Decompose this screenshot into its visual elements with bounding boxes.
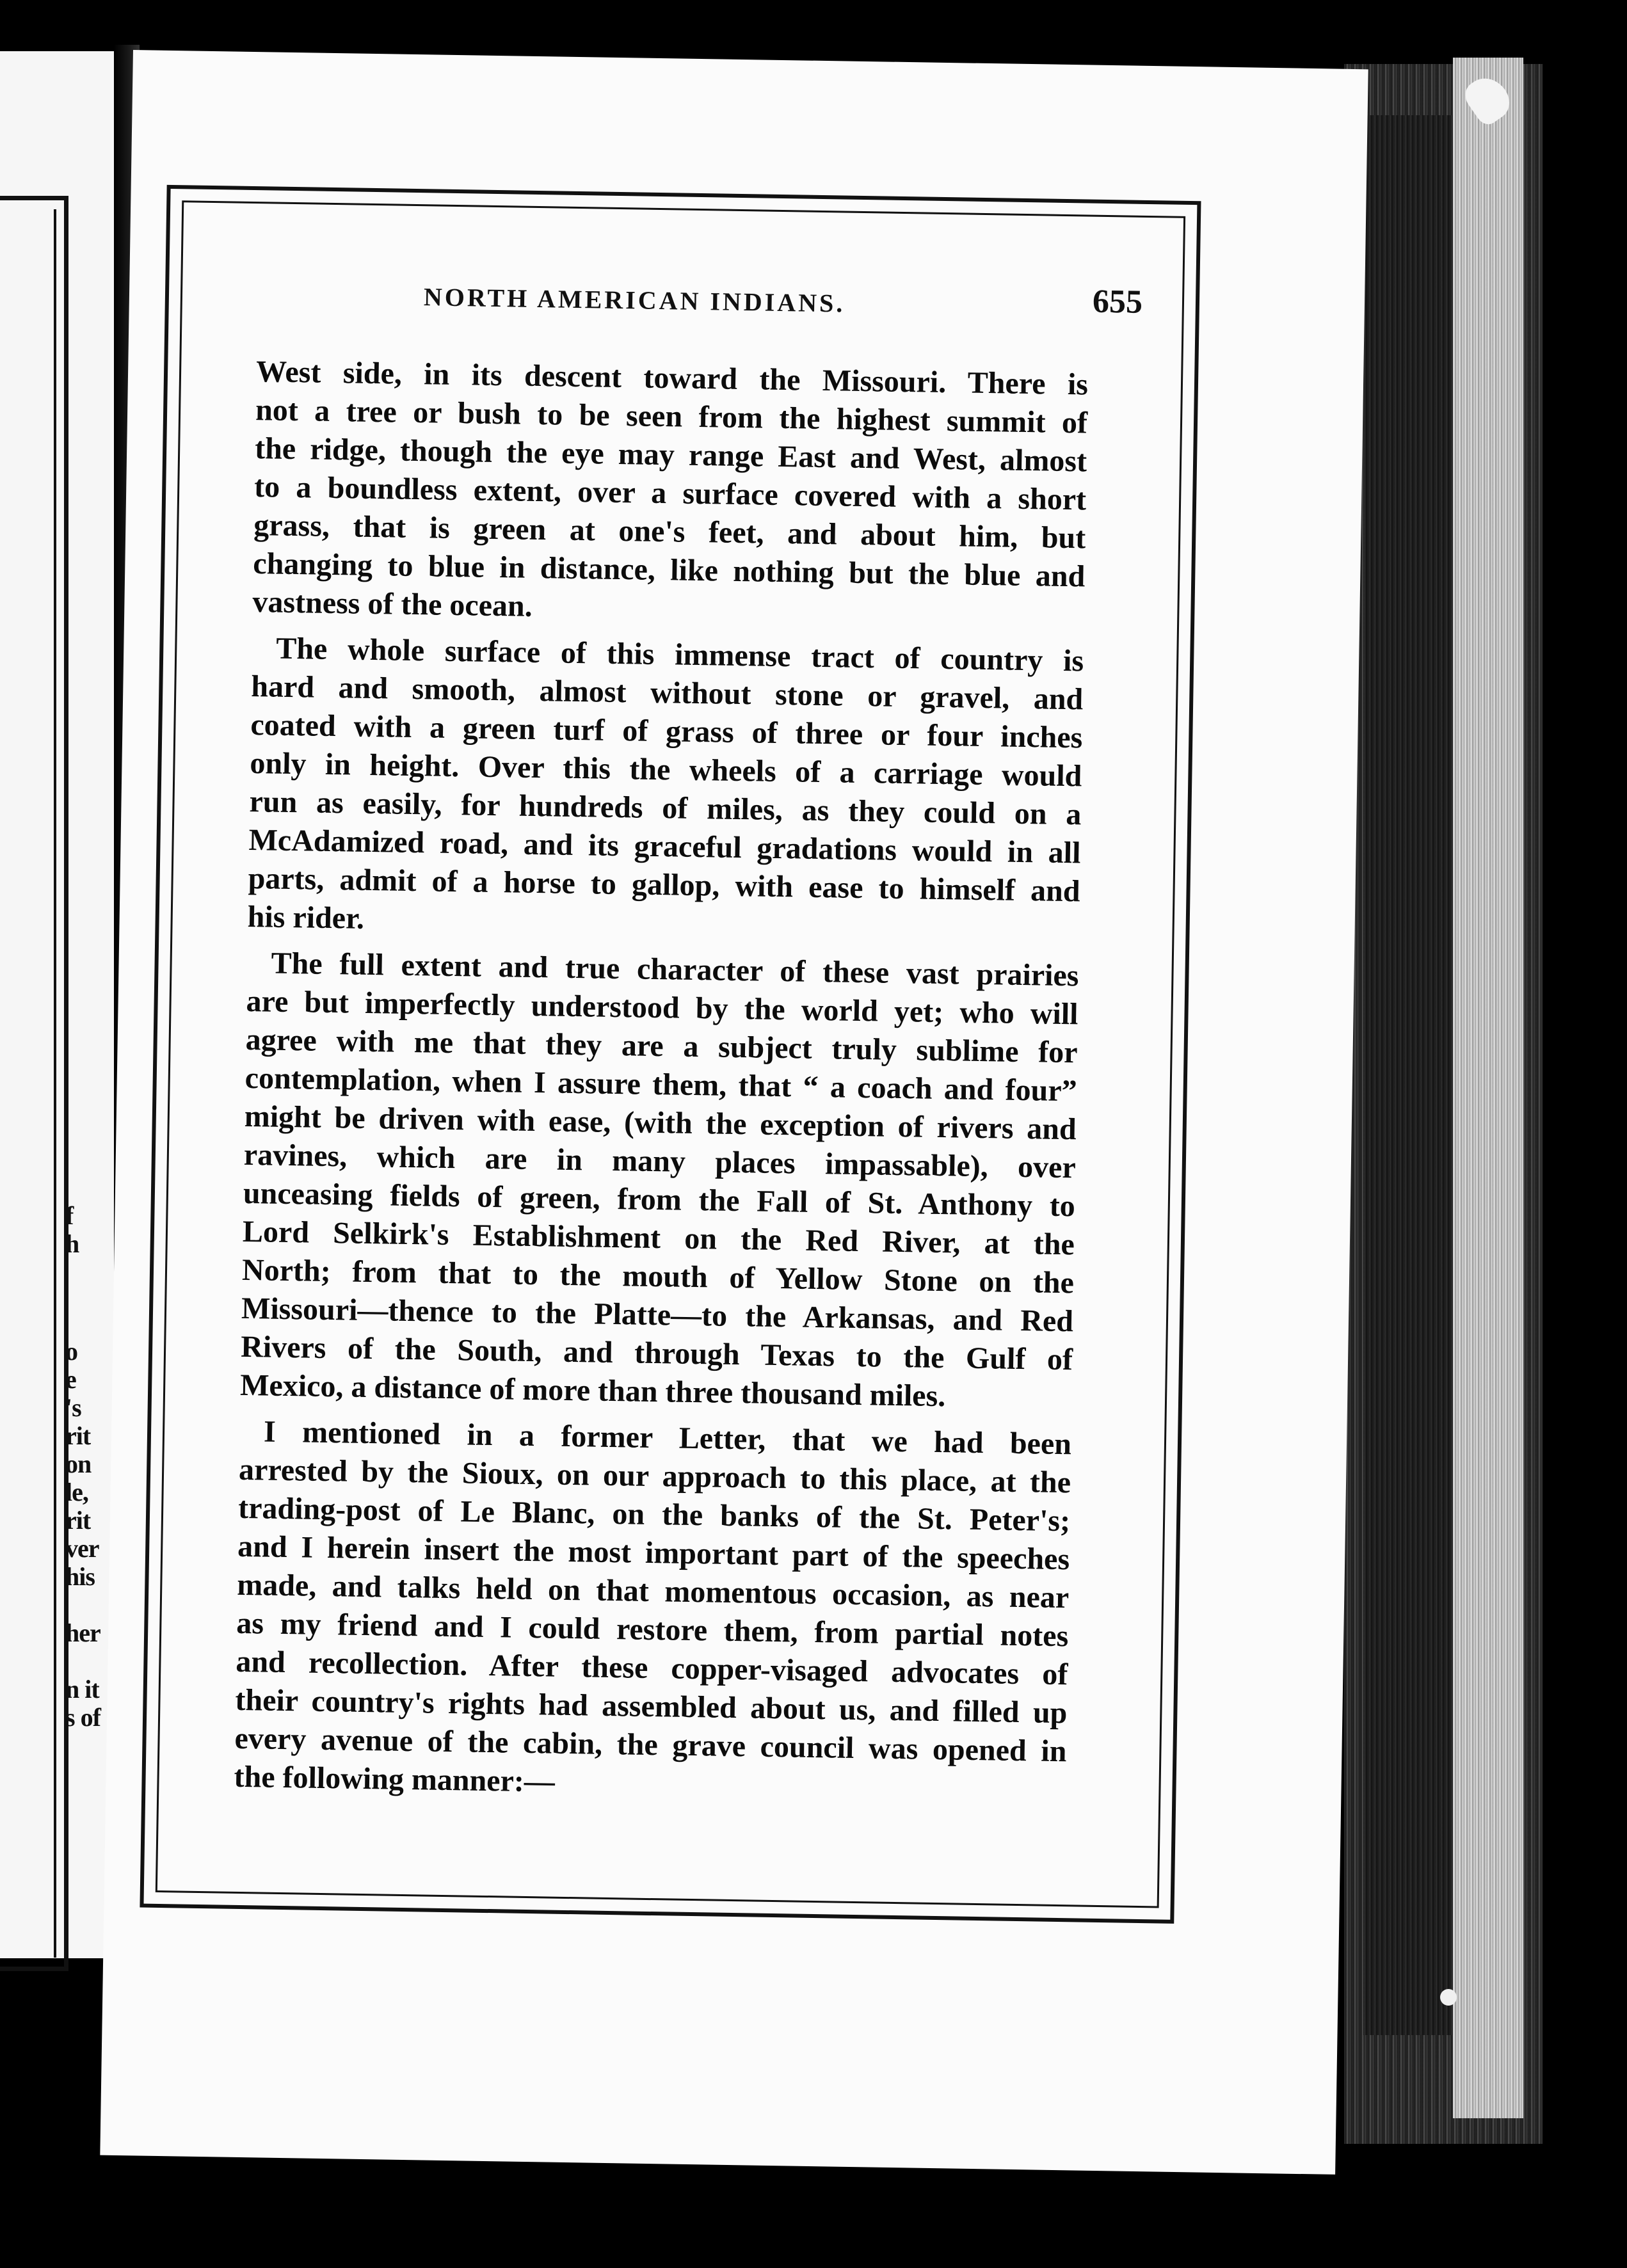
left-page-text-fragment: ver (65, 1536, 99, 1561)
text-line: and I herein insert the most important part of the speeches (237, 1529, 1070, 1577)
text-line: parts, admit of a horse to gallop, with ease to himself and (248, 861, 1080, 909)
left-page-text-fragment: on (65, 1451, 92, 1477)
left-page-text-fragment: rit (65, 1423, 91, 1449)
text-line: coated with a green turf of grass of three or four inches (250, 708, 1083, 755)
text-line: North; from that to the mouth of Yellow Stone on the (241, 1252, 1075, 1300)
body-text (234, 353, 1088, 1809)
book-page (100, 50, 1368, 2175)
left-page-text-fragment: his (65, 1564, 95, 1590)
text-line: Rivers of the South, and through Texas to the Gulf of (240, 1329, 1073, 1377)
left-page-text-fragment: o (65, 1339, 77, 1364)
text-line: the ridge, though the eye may range East and West, almost (254, 431, 1087, 479)
text-line: The whole surface of this immense tract of country is (275, 631, 1084, 678)
book-fore-edge-shadow (1363, 115, 1466, 2035)
left-page-text-fragment: n it (65, 1677, 99, 1702)
left-page-text-fragment: 's (65, 1395, 81, 1421)
left-page-text-fragment: h (65, 1231, 79, 1257)
text-line: made, and talks held on that momentous occasion, as near (236, 1567, 1070, 1615)
text-line: might be driven with ease, (with the exception of rivers and (244, 1099, 1077, 1147)
page-number: 655 (1092, 283, 1143, 321)
text-line: the following manner:— (234, 1759, 556, 1799)
left-page-text-fragment: her (65, 1620, 100, 1646)
text-line: vastness of the ocean. (252, 585, 533, 623)
text-line: The full extent and true character of these vast prairies (271, 946, 1079, 993)
text-line: Lord Selkirk's Establishment on the Red River, at the (242, 1214, 1075, 1262)
text-line: and recollection. After these copper-visaged advocates of (236, 1644, 1068, 1692)
left-page-text-fragment: f (65, 1203, 74, 1229)
text-line: I mentioned in a former Letter, that we had been (263, 1414, 1072, 1462)
edge-spot (1440, 1989, 1457, 2006)
text-line: grass, that is green at one's feet, and about him, but (253, 508, 1086, 555)
paragraph (252, 353, 1088, 634)
left-page-text-fragment: s of (65, 1705, 100, 1730)
left-page-text-fragment: rit (65, 1508, 91, 1533)
text-line: ravines, which are in many places impassable), over (243, 1137, 1077, 1185)
text-line: not a tree or bush to be seen from the highest summit of (255, 393, 1088, 440)
book-page-edges (1453, 58, 1523, 2118)
left-page-text-fragment: e (65, 1367, 76, 1393)
paragraph (240, 944, 1079, 1418)
text-line: every avenue of the cabin, the grave council was opened in (234, 1721, 1067, 1769)
text-line: his rider. (247, 899, 365, 936)
running-head: NORTH AMERICAN INDIANS. (423, 282, 846, 318)
text-line: their country's rights had assembled about us, and filled up (235, 1682, 1068, 1730)
text-line: McAdamized road, and its graceful gradations would in all (248, 822, 1081, 870)
text-line: Missouri—thence to the Platte—to the Arkansas, and Red (241, 1291, 1074, 1339)
text-line: West side, in its descent toward the Missouri. There is (255, 355, 1089, 402)
text-line: to a boundless extent, over a surface covered with a short (253, 470, 1087, 517)
text-line: changing to blue in distance, like nothing but the blue and (253, 547, 1086, 594)
paragraph (234, 1412, 1071, 1809)
text-line: Mexico, a distance of more than three thousand miles. (239, 1368, 946, 1414)
text-line: trading-post of Le Blanc, on the banks of the St. Peter's; (237, 1490, 1071, 1538)
left-facing-page (0, 51, 118, 1958)
text-line: run as easily, for hundreds of miles, as they could on a (249, 785, 1082, 832)
text-line: agree with me that they are a subject truly sublime for (245, 1022, 1078, 1070)
paragraph (247, 629, 1084, 949)
text-line: are but imperfectly understood by the world yet; who will (246, 984, 1078, 1032)
text-line: as my friend and I could restore them, from partial notes (236, 1606, 1069, 1654)
text-line: hard and smooth, almost without stone or gravel, and (250, 669, 1084, 717)
text-line: contemplation, when I assure them, that “ a coach and four” (244, 1060, 1078, 1108)
left-page-frame (0, 196, 68, 1971)
text-line: unceasing fields of green, from the Fall of St. Anthony to (243, 1176, 1076, 1224)
text-line: only in height. Over this the wheels of a carriage would (250, 746, 1082, 794)
left-page-text-fragment: le, (65, 1480, 88, 1505)
text-line: arrested by the Sioux, on our approach to this place, at the (238, 1452, 1071, 1500)
